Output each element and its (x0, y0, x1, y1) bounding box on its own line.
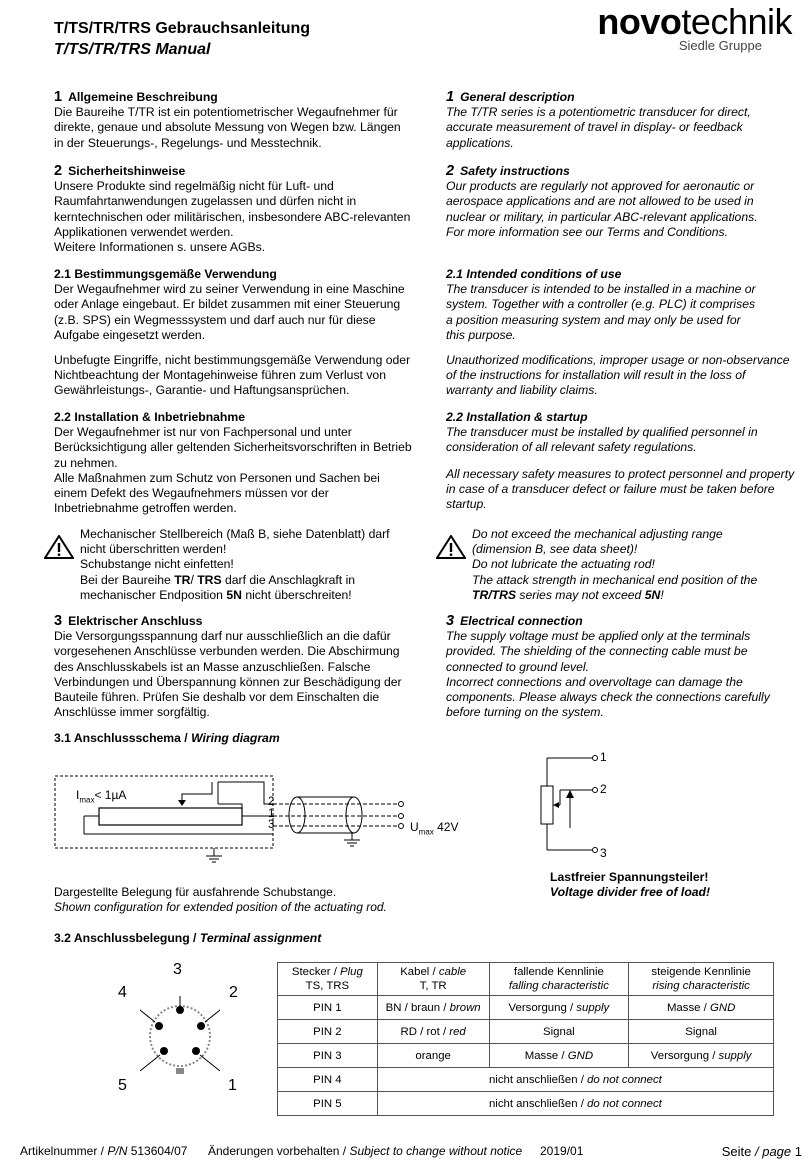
section-num: 2 (54, 163, 63, 179)
section-2-2-en (446, 410, 806, 456)
section-2-2b-en (446, 467, 806, 513)
warning-icon (44, 535, 74, 559)
section-3-en (446, 614, 806, 720)
footer-page: Seite / page 1 (721, 1144, 802, 1159)
table-row: PIN 4 nicht anschließen / do not connect (278, 1068, 774, 1092)
section-text: All necessary safety measures to protect personnel and property in case of a transducer defect or failure must be taken before startup. (446, 467, 795, 512)
section-title: 2.2 Installation & Inbetriebnahme (54, 410, 245, 424)
umax-label: $U_{max}$ 42V (410, 820, 459, 837)
section-text: Unbefugte Eingriffe, nicht bestimmungsgemäße Verwendung oder Nichtbeachtung der Montagehinweise führen zum Verlust von Gewährleistungs-, Garantie- und Haftungsansprüchen. (54, 353, 411, 398)
section-text: Die Versorgungsspannung darf nur ausschließlich an die dafür vorgesehenen Anschlüsse verbunden werden. Die Abschirmung des Anschlusskabels ist an Masse anzuschließen. Falsche Verbindungen und Überspannung können zur Beschädigung der Bauteile führen. Prüfen Sie deshalb vor dem Einschalten die Anschlüsse immer sorgfältig. (54, 629, 402, 720)
section-2-1b-en (446, 353, 806, 399)
section-text: The transducer is intended to be installed in a machine or system. Together with a controller (e.g. PLC) it comprises a position measuring system and may only be used for this purpose. (446, 282, 756, 342)
imax-label: $I_{max}< 1\mu A$ (76, 788, 127, 805)
warning-text: Mechanischer Stellbereich (Maß B, siehe Datenblatt) darf nicht überschritten werden! Schubstange nicht einfetten! Bei der Baureihe TR/ TRS darf die Anschlagkraft in mechanischer Endposition 5N nicht überschreiten! (80, 527, 390, 602)
section-title: 2.1 Intended conditions of use (446, 267, 622, 281)
wire-pin-2: 2 (268, 796, 275, 808)
divider-caption (550, 870, 710, 900)
section-text: Der Wegaufnehmer ist nur von Fachpersonal und unter Berücksichtigung aller geltenden Sicherheitsvorschriften in Betrieb zu nehmen. Alle Maßnahmen zum Schutz von Personen und Sachen bei einem Defekt des Wegaufnehmers müssen vor der Inbetriebnahme getroffen werden. (54, 425, 412, 516)
section-text: Our products are regularly not approved for aeronautic or aerospace applications and are not allowed to be used in nuclear or military, in particular ABC-relevant applications. For more information see our Terms and Conditions. (446, 179, 758, 239)
section-text: The transducer must be installed by qualified personnel in consideration of all relevant safety regulations. (446, 425, 758, 455)
section-title: General description (460, 90, 575, 104)
table-header (278, 963, 774, 996)
footer-article: Artikelnummer / P/N 513604/07 (20, 1144, 188, 1158)
warning-text: Do not exceed the mechanical adjusting range (dimension B, see data sheet)! Do not lubricate the actuating rod! The attack strength in mechanical end position of the TR/TRS series may not exceed 5N! (472, 527, 758, 602)
connector-pin-1: 1 (228, 1077, 237, 1094)
section-2-en (446, 164, 806, 240)
terminal-table (277, 962, 774, 1116)
section-text: Unsere Produkte sind regelmäßig nicht für Luft- und Raumfahrtanwendungen zugelassen und dürfen nicht in kerntechnischen oder militärischen, insbesondere ABC-relevanten Applikationen verwendet werden. Weitere Informationen s. unsere AGBs. (54, 179, 411, 255)
warning-de (44, 527, 414, 603)
connector-pin-4: 4 (118, 984, 127, 1001)
table-row: PIN 3 orange Masse / GND Versorgung / supply (278, 1044, 774, 1068)
connector-pin-2: 2 (229, 984, 238, 1001)
connector-diagram (140, 996, 220, 1076)
divider-pin-2: 2 (600, 782, 607, 796)
logo-sub: Siedle Gruppe (678, 38, 762, 53)
divider-caption-de: Lastfreier Spannungsteiler! (550, 870, 709, 884)
section-title: Elektrischer Anschluss (68, 614, 203, 628)
table-row: PIN 2 RD / rot / red Signal Signal (278, 1020, 774, 1044)
table-row: PIN 5 nicht anschließen / do not connect (278, 1092, 774, 1116)
connector-pin-5: 5 (118, 1077, 127, 1094)
logo-bold: novo (597, 1, 682, 42)
wire-pin-3: 3 (268, 819, 275, 831)
terminal-title: 3.2 Anschlussbelegung / Terminal assignment (54, 931, 322, 945)
section-2-de (54, 164, 414, 255)
logo (597, 2, 792, 53)
section-num: 1 (446, 89, 455, 105)
divider-pin-3: 3 (600, 846, 607, 860)
header-rising: steigende Kennlinie rising characteristic (629, 963, 774, 996)
title-en: T/TS/TR/TRS Manual (54, 41, 211, 58)
wire-pin-1: 1 (268, 808, 275, 820)
section-num: 2 (446, 163, 455, 179)
section-num: 1 (54, 89, 63, 105)
divider-caption-en: Voltage divider free of load! (550, 885, 711, 899)
section-num: 3 (446, 613, 455, 629)
header-cable: Kabel / cable T, TR (377, 963, 489, 996)
caption-de: Dargestellte Belegung für ausfahrende Schubstange. (54, 885, 337, 899)
title-de: T/TS/TR/TRS Gebrauchsanleitung (54, 20, 311, 37)
warning-en (436, 527, 806, 603)
wiring-title: 3.1 Anschlussschema / Wiring diagram (54, 731, 280, 745)
header-plug: Stecker / Plug TS, TRS (278, 963, 378, 996)
connector-pin-3: 3 (173, 961, 182, 978)
section-title: Electrical connection (460, 614, 583, 628)
table-row: PIN 1 BN / braun / brown Versorgung / supply Masse / GND (278, 996, 774, 1020)
section-1-en (446, 90, 806, 151)
section-2-2-de (54, 410, 414, 516)
section-title: Allgemeine Beschreibung (68, 90, 218, 104)
section-text: The supply voltage must be applied only at the terminals provided. The shielding of the connecting cable must be connected to ground level. Incorrect connections and overvoltage can damage the components. Please always check the connections carefully before turning on the system. (446, 629, 770, 720)
divider-pin-1: 1 (600, 750, 607, 764)
header-falling: fallende Kennlinie falling characteristic (489, 963, 629, 996)
section-text: Der Wegaufnehmer wird zu seiner Verwendung in eine Maschine oder Anlage eingebaut. Er bildet zusammen mit einer Steuerung (z.B. SPS) ein Wegmesssystem und darf auch nur für diese Aufgabe eingesetzt werden. (54, 282, 405, 342)
section-2-1-en (446, 267, 806, 343)
warning-icon (436, 535, 466, 559)
caption-en: Shown configuration for extended position of the actuating rod. (54, 900, 387, 914)
section-title: Safety instructions (460, 164, 570, 178)
section-text: Die Baureihe T/TR ist ein potentiometrischer Wegaufnehmer für direkte, genaue und absolute Messung von Wegen bzw. Längen in der Steuerungs-, Regelungs- und Messtechnik. (54, 105, 401, 150)
wiring-caption (54, 885, 387, 915)
section-num: 3 (54, 613, 63, 629)
section-title: Sicherheitshinweise (68, 164, 186, 178)
section-1-de (54, 90, 414, 151)
voltage-divider-diagram (520, 750, 630, 860)
footer-date: 2019/01 (540, 1144, 584, 1158)
section-2-1b-de (54, 353, 414, 399)
section-2-1-de (54, 267, 414, 343)
section-text: Unauthorized modifications, improper usage or non-observance of the instructions for installation will result in the loss of warranty and liability claims. (446, 353, 790, 398)
section-text: The T/TR series is a potentiometric transducer for direct, accurate measurement of travel in display- or feedback applications. (446, 105, 751, 150)
section-title: 2.2 Installation & startup (446, 410, 588, 424)
logo-light: technik (681, 1, 792, 42)
section-title: 2.1 Bestimmungsgemäße Verwendung (54, 267, 277, 281)
footer-change: Änderungen vorbehalten / Subject to change without notice (208, 1144, 523, 1158)
section-3-de (54, 614, 414, 720)
